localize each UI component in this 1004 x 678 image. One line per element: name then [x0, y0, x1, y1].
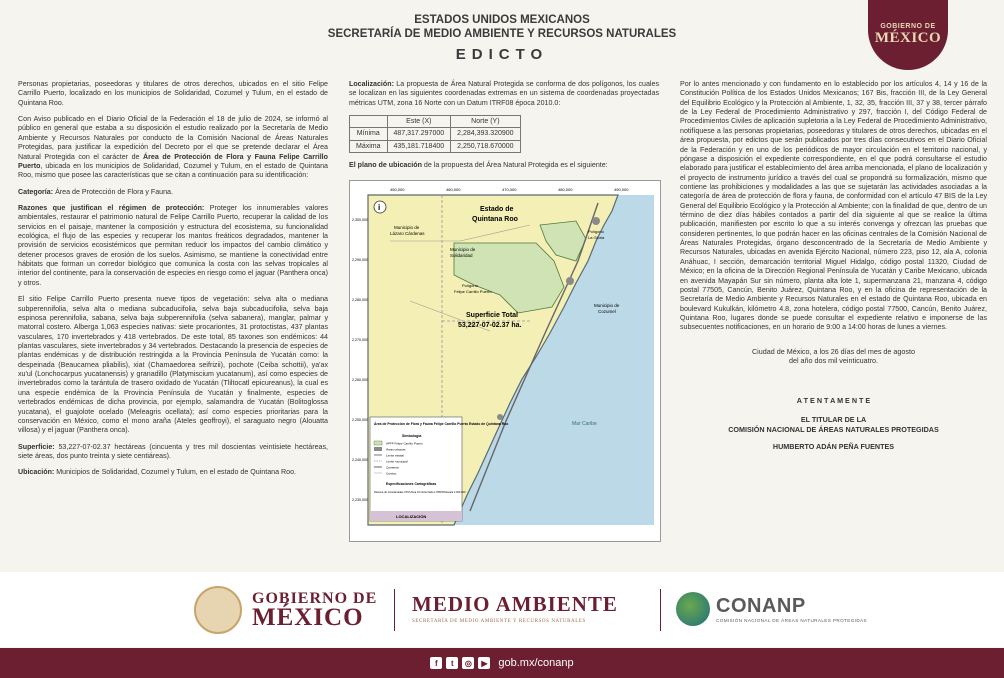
ubicacion-text: Municipios de Solidaridad, Cozumel y Tulum, en el estado de Quintana Roo.	[54, 468, 296, 477]
column-center	[349, 80, 659, 177]
table-cell: 2,250,718.670000	[451, 140, 520, 152]
edicto-title: EDICTO	[455, 46, 549, 63]
legend-title: Área de Protección de Flora y Fauna Felipe Carrillo Puerto Estado de Quintana Roo	[374, 422, 509, 426]
localizacion-paragraph	[349, 80, 659, 108]
municipio-label: Municipio de	[394, 225, 420, 230]
column-left	[18, 80, 328, 485]
legend-item: Límite municipal	[386, 459, 408, 464]
x-tick-label: 450,000	[390, 187, 405, 192]
legend-item: APFF Felipe Carrillo Puerto	[386, 441, 423, 446]
categoria-paragraph	[18, 188, 328, 197]
badge-line1: GOBIERNO DE	[880, 23, 936, 30]
x-tick-label: 480,000	[558, 187, 573, 192]
urban-area	[566, 277, 574, 285]
state-label: Quintana Roo	[472, 216, 518, 223]
conanp-logo	[676, 592, 867, 626]
polygon-label: Polígono	[588, 229, 604, 234]
aviso-paragraph	[18, 115, 328, 181]
polygon-label: Felipe Carrillo Puerto	[454, 289, 492, 294]
legend-item: Carretera	[386, 465, 399, 470]
aviso-text-bold: Área de Protección de Flora y Fauna Felipe Carrillo Puerto	[18, 152, 328, 170]
gobierno-text	[252, 591, 377, 630]
legend-item: Áreas urbanas	[386, 447, 406, 452]
x-tick-label: 460,000	[446, 187, 461, 192]
ubicacion-label: Ubicación:	[18, 468, 55, 477]
table-cell: Mínima	[350, 128, 388, 140]
razones-text: Proteger los innumerables valores ambientales, restaurar el patrimonio natural de Felipe Carrillo Puerto, recuperar la calidad de los servicios en el paisaje, mantener la composición y estructura del ecosistema, su funcionalidad ecológica, el flujo de las especies y recuperar los mantos freáticos degradados, mantener la provisión de servicios ecosistémicos que permitan reducir los impactos del cambio climático y detener procesos graves de erosión de los suelos. Asimismo, se mantiene la conectividad entre hábitats que forman un corredor biológico que comunica la costa con las selvas tropicales al interior del continente, para la conservación de especies en riesgo como el jaguar (Panthera onca) y otros.	[18, 203, 328, 287]
date-line: Ciudad de México, a los 26 días del mes de agosto	[751, 346, 915, 356]
polygon-label: La Gloria	[588, 235, 605, 240]
table-row	[350, 128, 521, 140]
medio-ambiente-title: MEDIO AMBIENTE	[412, 592, 618, 616]
y-tick-label: 2,280,000	[352, 298, 368, 302]
table-header-cell: Este (X)	[387, 116, 451, 128]
legend-item: Camino	[386, 471, 397, 476]
razones-paragraph	[18, 204, 328, 288]
map-legend-box	[370, 417, 462, 521]
badge-line2: MÉXICO	[874, 30, 942, 46]
urban-area	[497, 414, 503, 420]
municipio-label: Municipio de	[594, 303, 620, 308]
superficie-label: Superficie:	[18, 442, 55, 451]
conanp-subtitle: COMISIÓN NACIONAL DE ÁREAS NATURALES PROTEGIDAS	[716, 618, 868, 623]
legend-swatch	[374, 441, 382, 445]
table-header-cell: Norte (Y)	[451, 116, 520, 128]
superficie-total-label: Superficie Total	[466, 312, 518, 319]
secretaria-title: SECRETARÍA DE MEDIO AMBIENTE Y RECURSOS NATURALES	[327, 28, 677, 40]
date-line: del año dos mil veinticuatro.	[788, 356, 879, 366]
y-tick-label: 2,250,000	[352, 418, 368, 422]
y-tick-label: 2,230,000	[352, 498, 368, 502]
coordinates-table	[349, 115, 521, 153]
divider	[394, 589, 395, 631]
localizacion-label: LOCALIZACIÓN	[396, 514, 427, 519]
column-right	[680, 80, 987, 452]
medio-ambiente-logo	[412, 592, 618, 624]
divider	[660, 589, 661, 631]
location-map	[349, 180, 661, 542]
date-block	[680, 347, 987, 366]
table-row	[350, 140, 521, 152]
state-label: Estado de	[480, 206, 514, 213]
gobierno-logo	[194, 586, 377, 634]
country-title: ESTADOS UNIDOS MEXICANOS	[414, 14, 590, 26]
titular-line: COMISIÓN NACIONAL DE ÁREAS NATURALES PROTEGIDAS	[728, 424, 939, 434]
titular-block	[680, 415, 987, 434]
table-cell: Máxima	[350, 140, 388, 152]
sea-label: Mar Caribe	[572, 421, 597, 427]
legend-swatch	[374, 447, 382, 451]
polygon-label: Polígono	[462, 283, 478, 288]
aviso-text-a: Con Aviso publicado en el Diario Oficial de la Federación el 18 de julio de 2024, se informó al público en general que estaba a su disposición el estudio realizado por la Secretaría de Medio Ambiente y Recursos Naturales por conducto de la Comisión Nacional de Áreas Naturales Protegidas, para justificar la expedición del Decreto por el que se pretende declarar el Área Natural Protegida con el carácter de	[18, 115, 328, 161]
table-cell: 2,284,393.320900	[451, 128, 520, 140]
signatory-name: HUMBERTO ADÁN PEÑA FUENTES	[772, 442, 895, 452]
y-tick-label: 2,270,000	[352, 338, 368, 342]
table-header-cell	[350, 116, 388, 128]
legend-especificaciones-text: Sistema de Coordenadas UTM Zona 16 Norte Datum ITRF08 Escala 1:300,000	[374, 491, 466, 494]
x-tick-label: 490,000	[614, 187, 629, 192]
ubicacion-paragraph	[18, 468, 328, 477]
plano-text: de la propuesta del Área Natural Protegida es el siguiente:	[421, 160, 608, 169]
municipio-label: Lázaro Cárdenas	[390, 231, 425, 236]
map-svg	[350, 181, 660, 541]
municipio-label: Municipio de	[450, 247, 476, 252]
twitter-icon[interactable]: t	[446, 657, 458, 669]
titular-line: EL TITULAR DE LA	[800, 415, 867, 425]
footer-bar	[0, 648, 1004, 678]
categoria-text: Área de Protección de Flora y Fauna.	[53, 187, 173, 196]
conanp-title: CONANP	[716, 595, 806, 617]
youtube-icon[interactable]: ▶	[478, 657, 490, 669]
x-tick-label: 470,000	[502, 187, 517, 192]
escudo-icon	[194, 586, 242, 634]
plano-label: El plano de ubicación	[349, 160, 422, 169]
instagram-icon[interactable]: ◎	[462, 657, 474, 669]
conanp-icon	[676, 592, 710, 626]
urban-area	[592, 217, 600, 225]
info-icon: i	[378, 203, 381, 212]
superficie-text: 53,227-07-02.37 hectáreas (cincuenta y tres mil doscientas veintisiete hectáreas, siete áreas, dos punto treinta y siete centiáreas).	[18, 442, 328, 460]
categoria-label: Categoría:	[18, 187, 54, 196]
y-tick-label: 2,300,000	[352, 218, 368, 222]
gobierno-line2: MÉXICO	[252, 603, 364, 631]
y-tick-label: 2,260,000	[352, 378, 368, 382]
superficie-total-value: 53,227-07-02.37 ha.	[458, 322, 522, 329]
atentamente: A T E N T A M E N T E	[796, 395, 871, 405]
municipio-label: Cozumel	[598, 309, 616, 314]
y-tick-label: 2,240,000	[352, 458, 368, 462]
superficie-paragraph	[18, 443, 328, 462]
intro-paragraph: Personas propietarias, poseedoras y titulares de otros derechos, ubicados en el sitio Felipe Carrillo Puerto, localizado en los municipios de Solidaridad, Cozumel y Tulum, en el estado de Quintana Roo.	[18, 80, 328, 107]
razones-label: Razones que justifican el régimen de protección:	[18, 203, 205, 212]
header	[0, 14, 1004, 63]
table-cell: 487,317.297000	[387, 128, 451, 140]
gobierno-line1: GOBIERNO DE	[252, 589, 378, 607]
localizacion-label: Localización:	[349, 80, 394, 88]
aviso-text-c: , ubicada en los municipios de Solidaridad, Cozumel y Tulum, en el estado de Quintana Roo, mismo que posee las características que se citan a continuación para su identificación:	[18, 161, 328, 180]
medio-ambiente-subtitle: SECRETARÍA DE MEDIO AMBIENTE Y RECURSOS NATURALES	[412, 619, 586, 624]
municipio-label: Solidaridad	[450, 253, 473, 258]
legend-especificaciones: Especificaciones Cartográficas	[386, 482, 437, 486]
fundamento-paragraph: Por lo antes mencionado y con fundamento en lo establecido por los artículos 4, 14 y 16 de la Constitución Política de los Estados Unidos Mexicanos; 167 Bis, fracción III, de la Ley General del Equilibrio Ecológico y la Protección al Ambiente, 1, 32, 35, fracción III, 37 y 38, tercer párrafo de la Ley Federal de Procedimiento Administrativo y 297, fracción I, del Código Federal de Procedimientos Civiles de aplicación supletoria a la Ley Federal de Procedimiento Administrativo, notifíquese a las personas propietarias, poseedoras y titulares de otros derechos, ubicadas en el área propuesta, por edictos que serán publicados por tres días consecutivos en el Diario Oficial de la Federación y en uno de los periódicos de mayor circulación en el territorio nacional, y póngase a disposición el expediente correspondiente, en el que podrá consultarse el estudio elaborado para justificar el establecimiento del área arriba mencionada, el plano de localización y el proyecto de instrumento jurídico a través del cual se propondrá su formalización, mismo que contiene las prohibiciones y modalidades a las que se sujetarán las actividades asociadas a la categoría de área de protección de flora y fauna, de conformidad con el artículo 47 BIS de la Ley General del Equilibrio Ecológico y la Protección al Ambiente; con la finalidad de que, dentro de un término de diez días hábiles contados a partir del día siguiente al que se realice la última publicación, manifiesten por escrito lo que a su interés convenga y ofrezcan las pruebas que consideren pertinentes, lo que podrán hacer en las oficinas centrales de la Comisión Nacional de Áreas Naturales Protegidas, órgano desconcentrado de la Secretaría de Medio Ambiente y Recursos Naturales, ubicadas en avenida Ejército Nacional, número 223, piso 12, ala A, colonia Anáhuac, I sección, demarcación territorial Miguel Hidalgo, código postal 11320, Ciudad de México; en la oficina de la Dirección Regional Península de Yucatán y Caribe Mexicano, ubicada en avenida Mayapán Sur sin número, planta alta lote 1, supermanzana 21, manzana 4, código postal 77505, Cancún, Benito Juárez, Quintana Roo, y en la oficina de representación de la Secretaría de Medio Ambiente y Recursos Naturales en el estado de Quintana Roo, ubicada en boulevard Kukulkán, kilómetro 4.8, zona hotelera, código postal 77500, Cancún, Benito Juárez, Quintana Roo, lugares donde se puede consultar el expediente relativo e imponerse de las subsecuentes notificaciones, en un horario de 9:00 a 14:00 horas de lunes a viernes.	[680, 80, 987, 332]
facebook-icon[interactable]: f	[430, 657, 442, 669]
y-tick-label: 2,290,000	[352, 258, 368, 262]
localizacion-text: La propuesta de Área Natural Protegida se conforma de dos polígonos, los cuales se localizan en las siguientes coordenadas extremas en un sistema de coordenadas proyectadas métricas UTM, zona 16 Norte con un Datum ITRF08 época 2010.0:	[349, 80, 659, 107]
website-link[interactable]: gob.mx/conanp	[498, 657, 574, 669]
legend-simbologia: Simbología	[402, 434, 422, 438]
plano-paragraph	[349, 161, 659, 170]
legend-item: Límite estatal	[386, 453, 404, 458]
vegetacion-paragraph: El sitio Felipe Carrillo Puerto presenta nueve tipos de vegetación: selva alta o mediana subperennifolia, selva alta o mediana subcaducifolia, selva baja subcaducifolia, selva baja espinosa perennifolia, sabana, selva baja subperennifolia (selva sabanera), manglar, palmar y matorral costero. Alberga 1,063 especies nativas: siete procariontes, 31 protoctistas, 437 plantas vasculares, 170 invertebrados y 418 vertebrados. De este total, 85 taxones son endémicos: 44 plantas vasculares, siete invertebrados y 34 vertebrados. Destacando la presencia de especies de plantas endémicas y de distribución restringida a la Provincia Península de Yucatán como: la despeinada (Beaucarnea pliabilis), xiat (Chamaedorea seifrizii), pochote (Ceiba schottii), ya'ax xu'ul (Lonchocarpus yucatanensis) y granadillo (Platymiscium yucatanum), así como especies de invertebrados como la tarántula de trasero oxidado de Yucatán (Tliltocatl epicureanus), la cual es una especie endémica de la Provincia Península de Yucatán y finalmente, especies de vertebrados endémicas de dicha provincia, por ejemplo, salamandra de Yucatán (Bolitoglossa yucatana), el guajolote ocelado (Meleagris ocellata); así como especies prioritarias para la conservación en México, como el mono araña (Ateles geoffroyi), el saraguato negro (Alouatta villosa) y el jaguar (Panthera onca).	[18, 295, 328, 435]
table-header-row	[350, 116, 521, 128]
table-cell: 435,181.718400	[387, 140, 451, 152]
